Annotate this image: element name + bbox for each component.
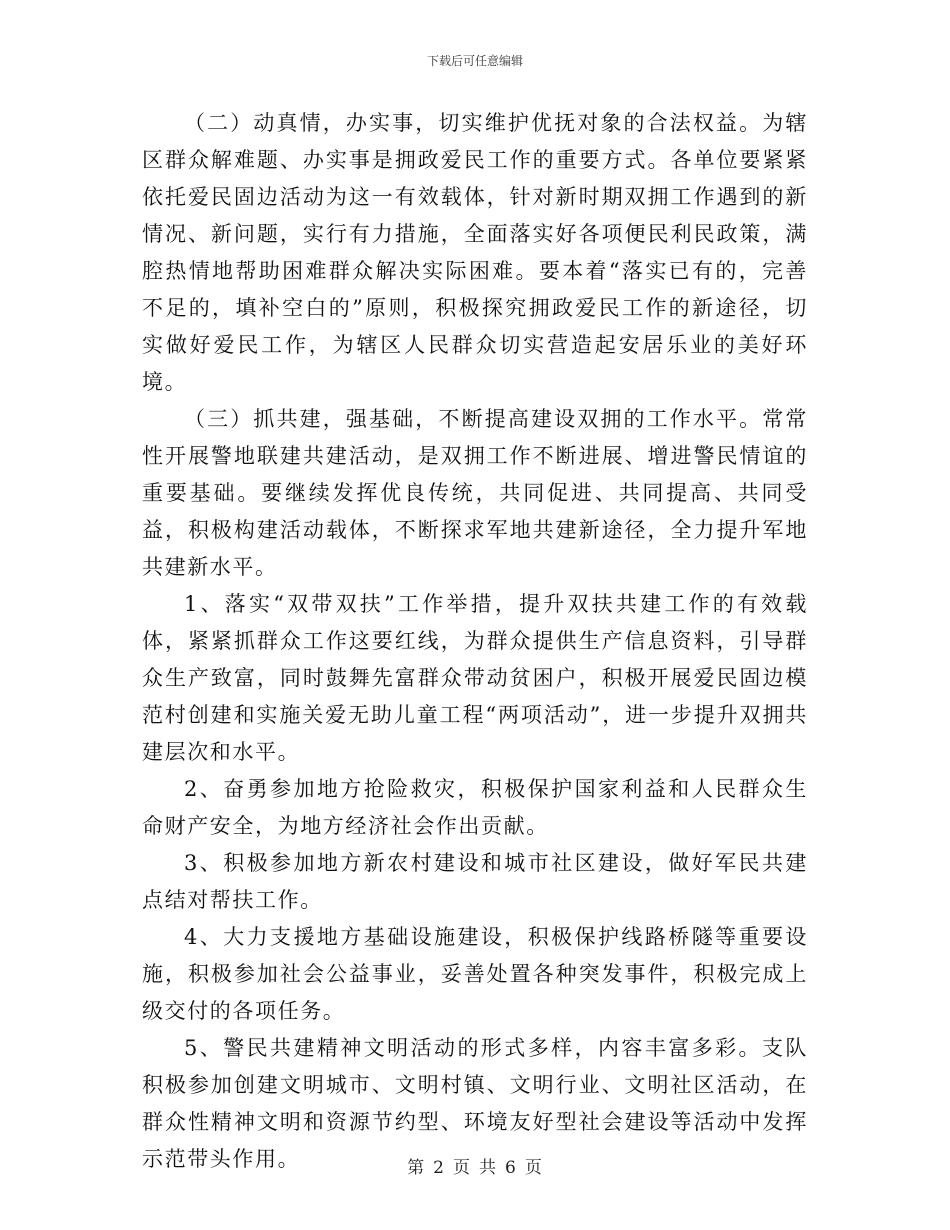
page-number-footer: [0, 1153, 950, 1178]
paragraph-item-2: 2、奋勇参加地方抢险救灾，积极保护国家利益和人民群众生命财产安全，为地方经济社会作出贡献。: [142, 777, 808, 838]
footer-suffix: 页: [524, 1158, 543, 1178]
document-body: [142, 105, 808, 1178]
footer-prefix: 第: [407, 1158, 426, 1178]
footer-total-pages: 6: [505, 1158, 517, 1178]
paragraph-item-3: 3、积极参加地方新农村建设和城市社区建设，做好军民共建点结对帮扶工作。: [142, 851, 808, 912]
paragraph-section-three: （三）抓共建，强基础，不断提高建设双拥的工作水平。常常性开展警地联建共建活动，是双拥工作不断进展、增进警民情谊的重要基础。要继续发挥优良传统，共同促进、共同提高、共同受益，积极构建活动载体，不断探求军地共建新途径，全力提升军地共建新水平。: [142, 407, 808, 579]
paragraph-item-5: 5、警民共建精神文明活动的形式多样，内容丰富多彩。支队积极参加创建文明城市、文明村镇、文明行业、文明社区活动，在群众性精神文明和资源节约型、环境友好型社会建设等活动中发挥示范带头作用。: [142, 1036, 808, 1171]
footer-current-page: 2: [433, 1158, 445, 1178]
paragraph-item-4: 4、大力支援地方基础设施建设，积极保护线路桥隧等重要设施，积极参加社会公益事业，妥善处置各种突发事件，积极完成上级交付的各项任务。: [142, 925, 808, 1023]
footer-total-word: 共: [479, 1158, 497, 1178]
footer-page-word: 页: [453, 1158, 471, 1178]
page-header-note: 下载后可任意编辑: [426, 54, 523, 68]
paragraph-section-two: （二）动真情，办实事，切实维护优抚对象的合法权益。为辖区群众解难题、办实事是拥政爱民工作的重要方式。各单位要紧紧依托爱民固边活动为这一有效载体，针对新时期双拥工作遇到的新情况、新问题，实行有力措施，全面落实好各项便民利民政策，满腔热情地帮助困难群众解决实际困难。要本着“落实已有的，完善不足的，填补空白的”原则，积极探究拥政爱民工作的新途径，切实做好爱民工作，为辖区人民群众切实营造起安居乐业的美好环境。: [142, 111, 808, 394]
paragraph-item-1: 1、落实“双带双扶”工作举措，提升双扶共建工作的有效载体，紧紧抓群众工作这要红线，为群众提供生产信息资料，引导群众生产致富，同时鼓舞先富群众带动贫困户，积极开展爱民固边模范村创建和实施关爱无助儿童工程“两项活动”，进一步提升双拥共建层次和水平。: [142, 592, 808, 764]
